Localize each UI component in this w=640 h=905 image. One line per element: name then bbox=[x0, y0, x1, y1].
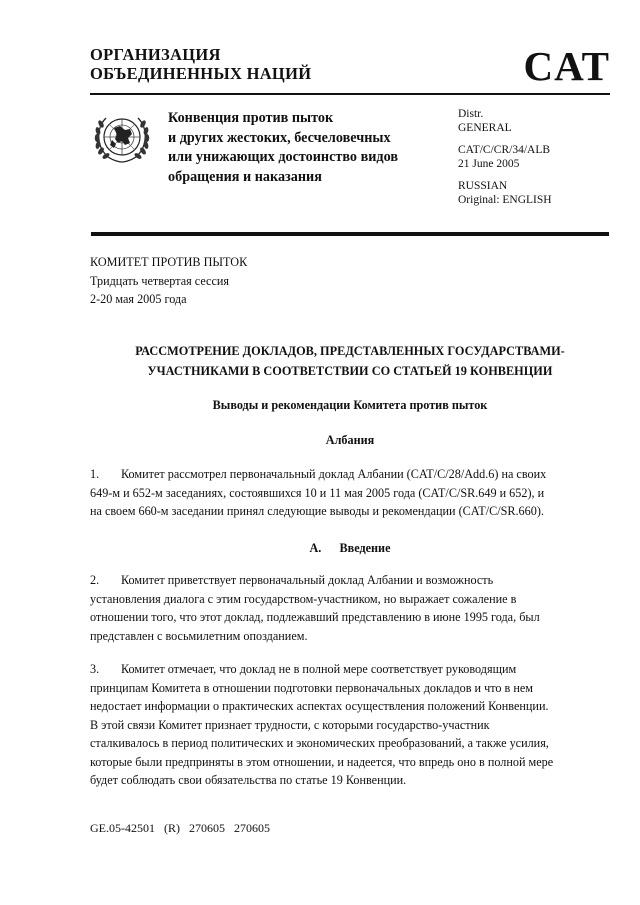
document-symbol: CAT/C/CR/34/ALB bbox=[458, 144, 551, 156]
main-title-line: УЧАСТНИКАМИ В СООТВЕТСТВИИ СО СТАТЬЕЙ 19 КОНВЕНЦИИ bbox=[147, 363, 553, 378]
paragraph-2 bbox=[90, 571, 610, 645]
paragraph-line: которые были предприняты в этом отношении, и надеется, что впредь оно в полной мере bbox=[90, 754, 554, 769]
un-emblem-icon bbox=[92, 110, 152, 164]
organization-name-line-1: ОРГАНИЗАЦИЯ bbox=[90, 45, 221, 64]
paragraph-line: Комитет приветствует первоначальный доклад Албании и возможность bbox=[121, 573, 494, 587]
session-name: Тридцать четвертая сессия bbox=[90, 273, 229, 288]
convention-title bbox=[168, 109, 398, 187]
main-title bbox=[90, 342, 610, 381]
convention-title-line: обращения и наказания bbox=[168, 168, 322, 185]
organization-name-line-2: ОБЪЕДИНЕННЫХ НАЦИЙ bbox=[90, 64, 312, 83]
header-divider bbox=[90, 93, 610, 95]
paragraph-line: принципам Комитета в отношении подготовки первоначальных докладов и что в нем bbox=[90, 680, 533, 695]
session-dates: 2-20 мая 2005 года bbox=[90, 292, 187, 306]
subtitle: Выводы и рекомендации Комитета против пыток bbox=[212, 398, 488, 412]
paragraph-1 bbox=[90, 465, 610, 521]
paragraph-number: 2. bbox=[90, 573, 100, 587]
distribution-value: GENERAL bbox=[458, 121, 512, 134]
convention-title-line: Конвенция против пыток bbox=[168, 110, 334, 126]
paragraph-line: недостает информации о практических аспектах осуществления положений Конвенции. bbox=[90, 699, 549, 713]
convention-title-line: и других жестоких, бесчеловечных bbox=[168, 129, 391, 146]
section-title: Введение bbox=[339, 541, 391, 555]
paragraph-number: 3. bbox=[90, 662, 100, 676]
document-job-code: GE.05-42501 (R) 270605 270605 bbox=[90, 821, 270, 835]
header-thick-divider bbox=[91, 232, 609, 236]
main-title-line: РАССМОТРЕНИЕ ДОКЛАДОВ, ПРЕДСТАВЛЕННЫХ ГОСУДАРСТВАМИ- bbox=[135, 344, 565, 358]
paragraph-line: будет соблюдать свои обязательства по статье 19 Конвенции. bbox=[90, 773, 407, 787]
document-language: RUSSIAN bbox=[458, 180, 508, 192]
convention-title-line: или унижающих достоинство видов bbox=[168, 149, 398, 165]
paragraph-line: Комитет рассмотрел первоначальный доклад Албании (CAT/C/28/Add.6) на своих bbox=[121, 467, 547, 481]
session-info bbox=[90, 253, 247, 309]
paragraph-line: установления диалога с этим государством-участником, но выражает сожаление в bbox=[90, 591, 517, 606]
section-letter: A. bbox=[309, 541, 322, 555]
section-heading bbox=[90, 540, 610, 556]
document-symbol-mark: CAT bbox=[523, 43, 610, 89]
document-date: 21 June 2005 bbox=[458, 157, 520, 170]
paragraph-line: отношении того, что этот доклад, подлежавший представлению в июне 1995 года, был bbox=[90, 610, 540, 624]
original-language: Original: ENGLISH bbox=[458, 193, 552, 206]
paragraph-line: на своем 660-м заседании принял следующие выводы и рекомендации (CAT/C/SR.660). bbox=[90, 504, 544, 518]
organization-name bbox=[90, 45, 311, 83]
distribution-block bbox=[458, 108, 552, 216]
paragraph-line: В этой связи Комитет признает трудности, с которыми государство-участник bbox=[90, 717, 490, 732]
country-title: Албания bbox=[325, 433, 375, 447]
paragraph-number: 1. bbox=[90, 467, 100, 481]
paragraph-line: сталкивалось в период политических и экономических преобразований, а также усилия, bbox=[90, 736, 549, 750]
paragraph-line: Комитет отмечает, что доклад не в полной мере соответствует руководящим bbox=[121, 662, 517, 676]
committee-name: КОМИТЕТ ПРОТИВ ПЫТОК bbox=[90, 255, 248, 269]
distribution-label: Distr. bbox=[458, 108, 484, 120]
paragraph-3 bbox=[90, 660, 610, 790]
paragraph-line: 649-м и 652-м заседаниях, состоявшихся 10 и 11 мая 2005 года (CAT/C/SR.649 и 652), и bbox=[90, 485, 545, 500]
paragraph-line: представлен с восьмилетним опозданием. bbox=[90, 628, 308, 643]
